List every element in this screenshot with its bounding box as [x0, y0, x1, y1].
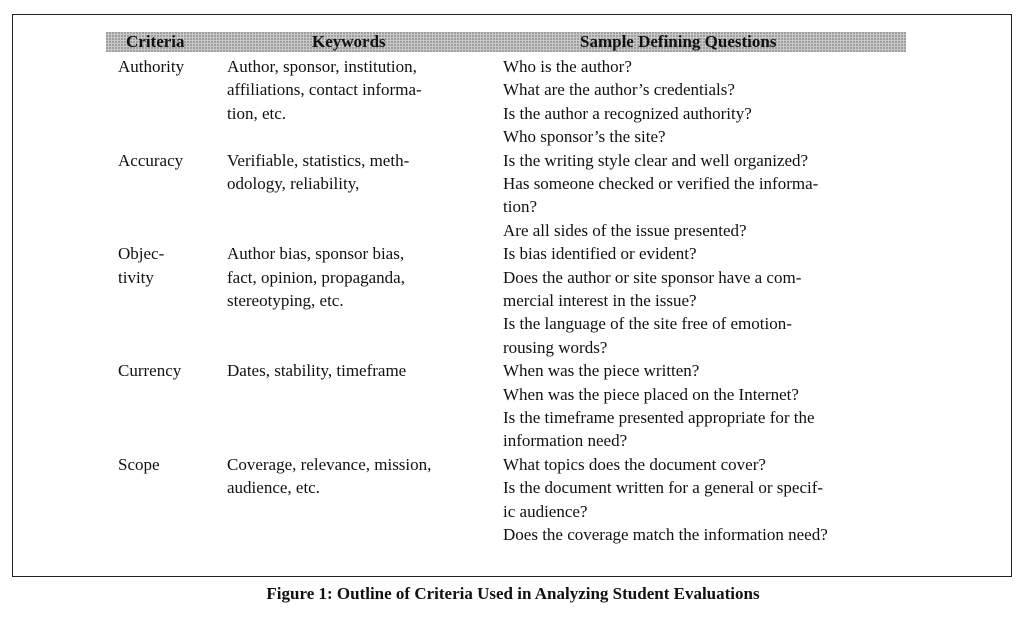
questions-cell — [503, 149, 818, 243]
cell-line: Are all sides of the issue presented? — [503, 220, 747, 240]
criteria-cell — [118, 453, 160, 476]
cell-line: tivity — [118, 267, 154, 287]
questions-cell — [503, 55, 752, 149]
cell-line: mercial interest in the issue? — [503, 290, 697, 310]
header-sample-questions: Sample Defining Questions — [580, 32, 777, 51]
cell-line: What are the author’s credentials? — [503, 80, 735, 100]
cell-line: Is the language of the site free of emotion- — [503, 314, 792, 334]
cell-line: Is the document written for a general or specif- — [503, 478, 824, 498]
cell-line: Authority — [118, 57, 185, 76]
questions-cell — [503, 242, 801, 359]
cell-line: Does the author or site sponsor have a com- — [503, 267, 802, 287]
keywords-cell — [227, 453, 431, 500]
cell-line: Is bias identified or evident? — [503, 244, 697, 264]
cell-line: affiliations, contact informa- — [227, 80, 422, 100]
figure-caption: Figure 1: Outline of Criteria Used in Analyzing Student Evaluations — [266, 584, 760, 603]
cell-line: stereotyping, etc. — [227, 290, 344, 310]
criteria-cell — [118, 55, 184, 78]
cell-line: Currency — [118, 361, 182, 381]
cell-line: What topics does the document cover? — [503, 454, 766, 474]
cell-line: Is the writing style clear and well organized? — [503, 150, 809, 170]
cell-line: Author, sponsor, institution, — [227, 57, 417, 76]
cell-line: Does the coverage match the information need? — [503, 524, 828, 544]
keywords-cell — [227, 359, 406, 382]
cell-line: When was the piece placed on the Internet? — [503, 384, 799, 404]
cell-line: tion, etc. — [227, 103, 287, 123]
cell-line: Author bias, sponsor bias, — [227, 244, 405, 264]
cell-line: Who is the author? — [503, 57, 632, 76]
cell-line: Scope — [118, 454, 160, 474]
cell-line: audience, etc. — [227, 478, 320, 498]
cell-line: Who sponsor’s the site? — [503, 127, 666, 147]
cell-line: Is the timeframe presented appropriate for the — [503, 407, 815, 427]
cell-line: Has someone checked or verified the informa- — [503, 173, 819, 193]
questions-cell — [503, 359, 815, 453]
keywords-cell — [227, 55, 422, 125]
header-criteria: Criteria — [126, 32, 185, 51]
cell-line: rousing words? — [503, 337, 608, 357]
cell-line: Verifiable, statistics, meth- — [227, 150, 410, 170]
criteria-cell — [118, 242, 164, 289]
cell-line: ic audience? — [503, 501, 588, 521]
cell-line: Dates, stability, timeframe — [227, 361, 407, 381]
cell-line: Coverage, relevance, mission, — [227, 454, 432, 474]
keywords-cell — [227, 242, 405, 312]
questions-cell — [503, 453, 828, 547]
cell-line: fact, opinion, propaganda, — [227, 267, 405, 287]
header-keywords: Keywords — [312, 32, 386, 51]
keywords-cell — [227, 149, 409, 196]
cell-line: information need? — [503, 431, 628, 451]
cell-line: tion? — [503, 197, 537, 217]
cell-line: odology, reliability, — [227, 173, 360, 193]
criteria-cell — [118, 149, 183, 172]
cell-line: Is the author a recognized authority? — [503, 103, 752, 123]
cell-line: When was the piece written? — [503, 361, 700, 381]
criteria-cell — [118, 359, 181, 382]
table-header-band — [106, 32, 906, 52]
cell-line: Objec- — [118, 244, 165, 264]
cell-line: Accuracy — [118, 150, 184, 170]
